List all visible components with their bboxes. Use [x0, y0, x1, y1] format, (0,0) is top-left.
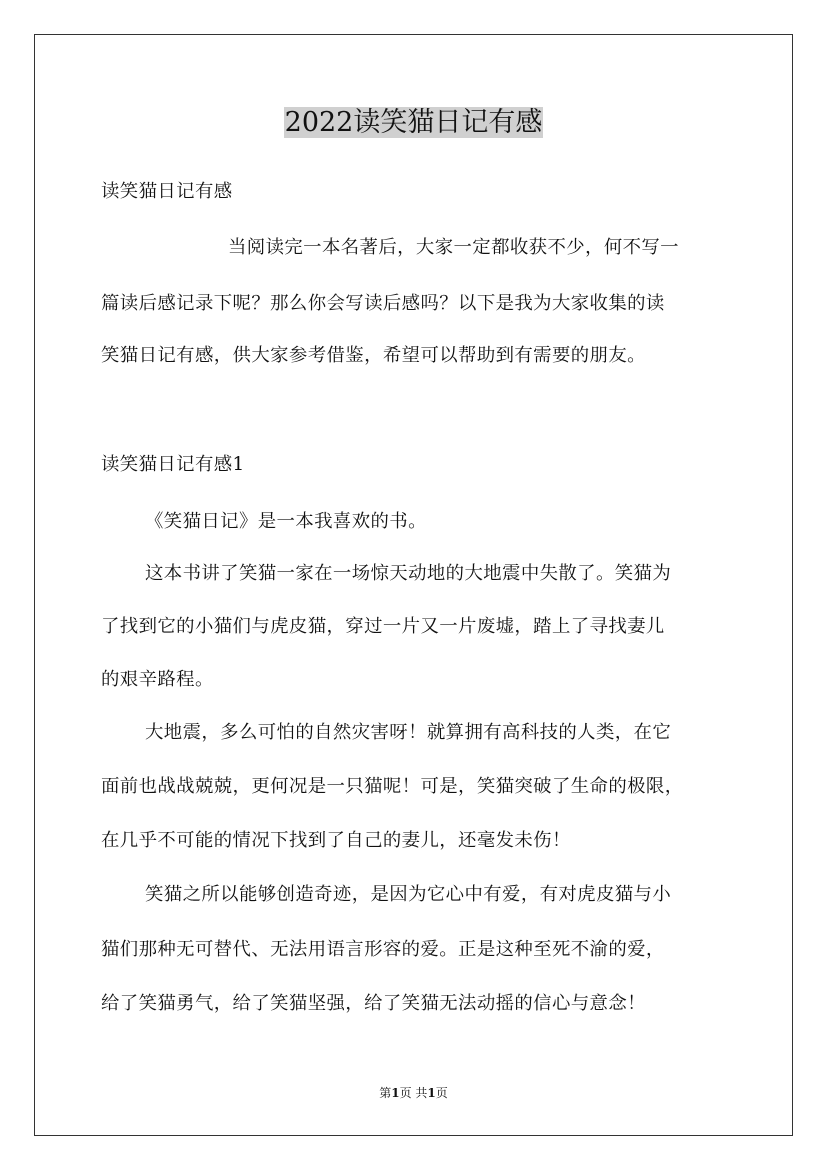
- document-title: 2022读笑猫日记有感: [284, 107, 543, 138]
- body-line: 《笑猫日记》是一本我喜欢的书。: [145, 511, 427, 532]
- body-line: 了找到它的小猫们与虎皮猫，穿过一片又一片废墟，踏上了寻找妻儿: [101, 616, 665, 637]
- body-line: 面前也战战兢兢，更何况是一只猫呢！可是，笑猫突破了生命的极限，: [101, 776, 684, 797]
- page-footer: 第1页 共1页: [379, 1086, 448, 1100]
- section-heading: 读笑猫日记有感1: [101, 454, 245, 475]
- body-line: 这本书讲了笑猫一家在一场惊天动地的大地震中失散了。笑猫为: [145, 563, 672, 584]
- body-line: 大地震，多么可怕的自然灾害呀！就算拥有高科技的人类，在它: [145, 722, 672, 743]
- body-line: 笑猫之所以能够创造奇迹，是因为它心中有爱，有对虎皮猫与小: [145, 884, 672, 905]
- intro-line: 当阅读完一本名著后，大家一定都收获不少，何不写一: [228, 237, 679, 258]
- body-line: 给了笑猫勇气，给了笑猫坚强，给了笑猫无法动摇的信心与意念！: [101, 993, 646, 1014]
- body-line: 猫们那种无可替代、无法用语言形容的爱。正是这种至死不渝的爱，: [101, 939, 665, 960]
- intro-line: 笑猫日记有感，供大家参考借鉴，希望可以帮助到有需要的朋友。: [101, 345, 646, 366]
- document-heading: 读笑猫日记有感: [101, 181, 233, 202]
- body-line: 在几乎不可能的情况下找到了自己的妻儿，还毫发未伤！: [101, 830, 571, 851]
- body-line: 的艰辛路程。: [101, 669, 214, 690]
- intro-line: 篇读后感记录下呢？那么你会写读后感吗？以下是我为大家收集的读: [101, 293, 665, 314]
